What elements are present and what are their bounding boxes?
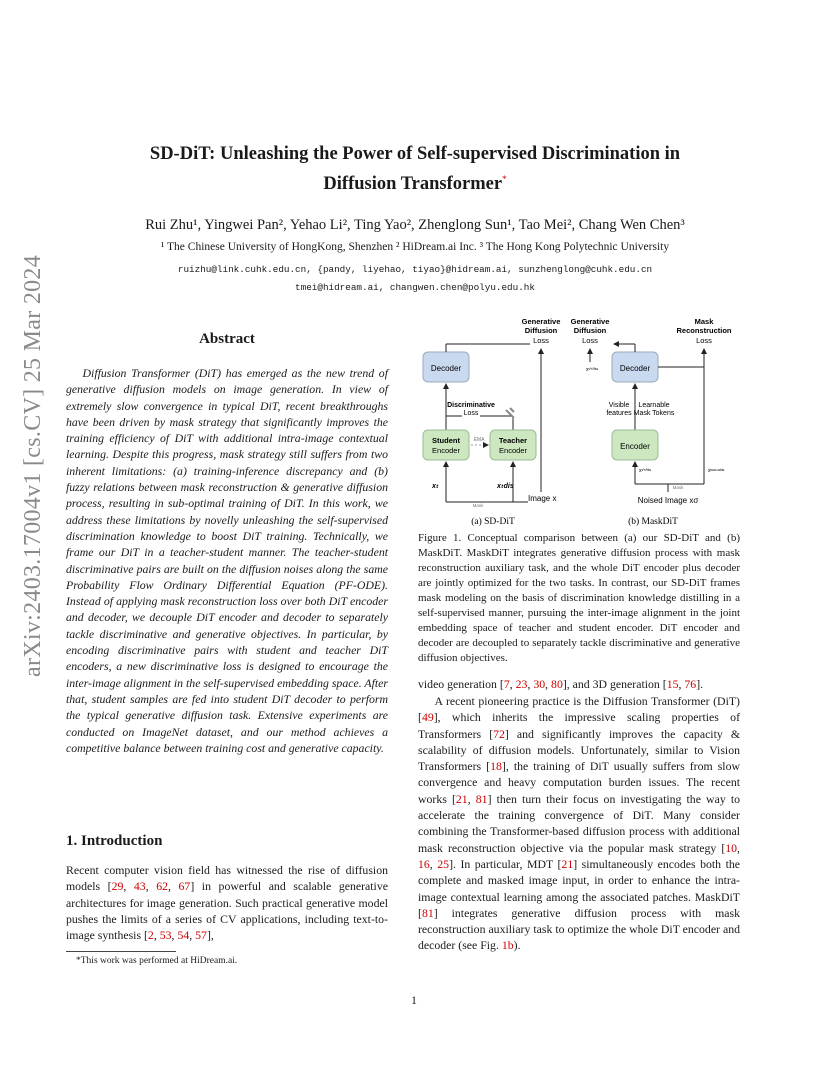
citation-link[interactable]: 62 [156,879,168,894]
citation-link[interactable]: 29 [111,879,124,894]
citation-link[interactable]: 21 [455,791,468,806]
citation-link[interactable]: 15 [666,677,679,691]
encoder-label-b: Encoder [620,442,650,451]
figure-1-diagram [418,312,742,530]
citation-link[interactable]: 2 [147,928,154,943]
abstract-heading: Abstract [199,331,255,347]
mask-loss-label-2: Reconstruction [676,326,732,335]
disc-loss-label-1: Discriminative [447,402,495,409]
right-paragraph-continued: video generation [7, 23, 30, 80], and 3D generation [15, 76]. [418,677,704,691]
citation-link[interactable]: 54 [177,928,190,943]
decoder-label-b: Decoder [619,364,651,373]
maskdit-panel [571,317,732,527]
email-line-2: tmei@hidream.ai, changwen.chen@polyu.edu.hk [295,282,535,293]
author-list: Rui Zhu¹, Yingwei Pan², Yehao Li², Ting Yao², Zhenglong Sun¹, Tao Mei², Chang Wen Chen³ [145,217,685,233]
xt-label: xₜ [432,483,439,490]
intro-paragraph: Recent computer vision field has witnessed the rise of diffusion models [29, 43, 62, 67] in powerful and scalable generative architectures for image generation. Such practical generative model pushes the limits of a series of CV applications, including text-to-image synthesis [2, 53, 54, 57], [66,863,388,943]
subfigure-b-label: (b) MaskDiT [628,517,678,527]
citation-link[interactable]: 80 [551,677,563,691]
affiliations: ¹ The Chinese University of HongKong, Shenzhen ² HiDream.ai Inc. ³ The Hong Kong Polytechnic University [160,241,670,253]
subfigure-a-label: (a) SD-DiT [471,517,515,527]
paper-title [60,142,770,197]
x-sigma-visible-label: xᵛⁱˢⁱᵇˡᵉ [639,468,652,474]
learnable-tokens-1: Learnable [638,402,670,409]
gen-loss-label-a-3: Loss [533,336,549,345]
student-label-2: Encoder [432,446,460,455]
visible-features-1: Visible [608,402,630,409]
arxiv-stamp: arXiv:2403.17004v1 [cs.CV] 25 Mar 2024 [20,254,46,677]
citation-link[interactable]: 25 [437,856,450,871]
learnable-tokens-2: Mask Tokens [633,410,675,417]
citation-link[interactable]: 43 [133,879,146,894]
page-number: 1 [411,993,417,1007]
citation-link[interactable]: 76 [684,677,697,691]
citation-link[interactable]: 81 [475,791,488,806]
mask-loss-label-1: Mask [694,317,714,326]
gen-loss-label-b-1: Generative [570,317,610,326]
student-label-1: Student [432,436,460,445]
citation-link[interactable]: 67 [178,879,191,894]
x-sigma-learnable-label: xˡᵉᵃʳⁿᵃᵇˡᵉ [708,468,725,474]
gen-loss-label-b-2: Diffusion [573,326,607,335]
gen-loss-label-a-1: Generative [521,317,561,326]
citation-link[interactable]: 30 [533,677,546,691]
introduction-heading: 1. Introduction [66,833,163,849]
right-paragraph-dit: A recent pioneering practice is the Diffusion Transformer (DiT) [49], which inherits the impressive scaling properties of Transformers [72] and significantly improves the capacity & scalability of diffusion models. Unfortunately, similar to Vision Transformers [18], the training of DiT usually suffers from slow convergence and heavy computation burden issues. The recent works [21, 81] then turn their focus on investigating the way to accelerate the training convergence of DiT. Many consider combining the Transformer-based diffusion process with additional mask reconstruction objective via the popular mask strategy [10, 16, 25]. In particular, MDT [21] simultaneously encodes both the complete and masked image input, in order to enhance the intra-image contextual learning among the associated patches. MaskDiT [81] integrates generative diffusion process with mask reconstruction auxiliary task to optimize the whole DiT encoder and decoder (see Fig. 1b). [418,694,741,953]
citation-link[interactable]: 23 [515,677,528,691]
gen-loss-label-a-2: Diffusion [524,326,558,335]
citation-link[interactable]: 7 [503,677,510,691]
x-visible-label: xᵛⁱˢⁱᵇˡᵉ [586,367,599,373]
email-line-1: ruizhu@link.cuhk.edu.cn, {pandy, liyehao, tiyao}@hidream.ai, sunzhenglong@cuhk.edu.cn [177,264,653,275]
citation-link[interactable]: 72 [493,726,505,741]
footnote: *This work was performed at HiDream.ai. [76,956,238,966]
citation-link[interactable]: 10 [725,840,738,855]
sd-dit-panel [423,317,560,527]
title-line-1: SD-DiT: Unleashing the Power of Self-supervised Discrimination in [149,144,681,164]
abstract-text: Diffusion Transformer (DiT) has emerged as the new trend of generative diffusion models on image generation. In view of extremely slow convergence in typical DiT, recent breakthroughs have been driven by mask strategy that significantly improves the training efficiency of DiT with additional intra-image contextual learning. Despite this progress, mask strategy still suffers from two inherent limitations: (a) training-inference discrepancy and (b) fuzzy relations between mask reconstruction & generative diffusion process, resulting in sub-optimal training of DiT. In this work, we address these limitations by novelly unleashing the self-supervised discrimination knowledge to boost DiT training. Technically, we frame our DiT in a teacher-student manner. The teacher-student discriminative pairs are built on the diffusion noises along the same Probability Flow Ordinary Differential Equation (PF-ODE). Instead of applying mask reconstruction loss over both DiT encoder and decoder, we decouple DiT encoder and decoder to separately tackle discriminative and generative objectives. In particular, by encoding discriminative pairs with student and teacher DiT encoders, a new discriminative loss is designed to encourage the inter-image alignment in the self-supervised embedding space. After that, student samples are fed into student DiT decoder to perform the typical generative diffusion task. Extensive experiments are conducted on ImageNet dataset, and our method achieves a competitive balance between training cost and generative capacity. [66,366,388,755]
mask-label-a: Mask [472,503,484,508]
citation-link[interactable]: 49 [421,710,434,725]
title-footnote-mark: * [502,174,507,184]
citation-link[interactable]: 53 [159,928,172,943]
title-line-2: Diffusion Transformer [323,174,503,195]
disc-loss-label-2: Loss [463,410,479,417]
ema-label: EMA [473,437,485,443]
student-encoder-box [423,430,469,460]
citation-link[interactable]: 18 [490,759,502,774]
footnote-rule [66,951,176,952]
figure-1-caption: Figure 1. Conceptual comparison between (a) our SD-DiT and (b) MaskDiT. MaskDiT integrates generative diffusion process with mask reconstruction auxiliary task, and the whole DiT encoder plus decoder are jointly optimized for the two tasks. In contrast, our SD-DiT frames mask modeling on the basis of discrimination knowledge distilling in a self-supervised manner, pursuing the inter-image alignment in the joint embedding space of teacher and student encoder. DiT encoder and decoder are decoupled to separately tackle discriminative and generative diffusion objectives. [418,532,740,664]
citation-link[interactable]: 21 [561,856,574,871]
teacher-label-2: Encoder [499,446,527,455]
image-x-label: Image x [528,494,557,503]
noised-image-label: Noised Image xσ [637,496,699,505]
citation-link[interactable]: 16 [418,856,430,871]
citation-link[interactable]: 81 [421,905,434,920]
visible-features-2: features [606,410,632,417]
xtdis-label: xₜdis [497,483,514,490]
teacher-encoder-box [490,430,536,460]
gen-loss-label-b-3: Loss [582,336,598,345]
citation-link[interactable]: 57 [195,928,207,943]
mask-label-b: Mask [672,485,684,490]
figure-reference-link[interactable]: 1b [501,938,514,953]
decoder-label-a: Decoder [430,364,462,373]
mask-loss-label-3: Loss [696,336,712,345]
teacher-label-1: Teacher [498,436,528,445]
